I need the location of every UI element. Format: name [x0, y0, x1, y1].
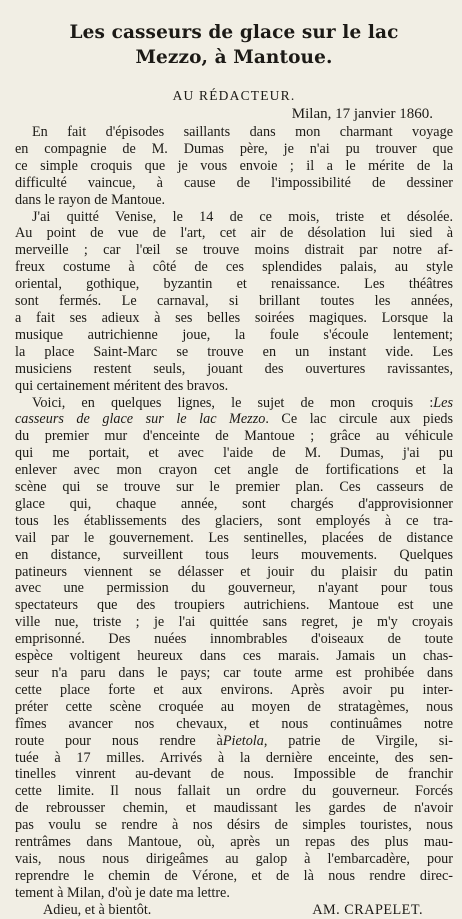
closing-line	[15, 902, 453, 919]
line-text: tement à Milan, d'où je date ma lettre.	[15, 884, 230, 901]
text-line	[15, 834, 453, 851]
line-text: qui me portait, et avec l'aide de M. Dumas, j'ai pu	[15, 445, 453, 462]
line-text: spectateurs que des troupiers autrichiens. Mantoue est une	[15, 597, 453, 614]
text-line	[15, 817, 453, 834]
text-line	[15, 597, 453, 614]
text-line	[15, 699, 453, 716]
line-text: Voici, en quelques lignes, le sujet de mon croquis :	[32, 394, 434, 411]
line-text: glace qui, chaque année, sont chargés d'approvisionner	[15, 495, 453, 512]
line-text: patineurs viennent se délasser et jouir du plaisir du patin	[15, 563, 453, 580]
text-line	[15, 124, 453, 141]
text-line	[15, 682, 453, 699]
line-text: musiciens restent seuls, jouant des ouvertures ravissantes,	[15, 360, 453, 377]
text-line	[15, 479, 453, 496]
line-text: du premier mur d'enceinte de Mantoue ; grâce au véhicule	[15, 428, 453, 445]
line-text: préter cette scène croquée au moyen de stratagèmes, nous	[15, 698, 453, 715]
line-text: dans le rayon de Mantoue.	[15, 191, 166, 208]
line-text: , patrie de Virgile, si-	[263, 732, 453, 749]
text-line	[15, 631, 453, 648]
line-text: vais, nous nous dirigeâmes au galop à l'embarcadère, pour	[15, 850, 453, 867]
text-line	[15, 259, 453, 276]
text-line	[15, 192, 453, 209]
article-title	[15, 20, 453, 70]
line-text: ce simple croquis que je vous envoie ; il a le mérite de la	[15, 157, 453, 174]
text-line	[15, 310, 453, 327]
line-text: cette limite. Il nous fallait un ordre du gouverneur. Forcés	[15, 783, 453, 800]
text-line	[15, 614, 453, 631]
text-line	[15, 293, 453, 310]
text-line	[15, 428, 453, 445]
line-text: en compagnie de M. Dumas père, je n'ai pu trouver que	[15, 140, 453, 157]
line-text: en distance, surveillent tous leurs mouvements. Quelques	[15, 546, 453, 563]
line-text: tuée à 17 milles. Arrivés à la dernière enceinte, des sen-	[15, 749, 453, 766]
line-text: cette place forte et aux environs. Après avoir pu inter-	[15, 681, 453, 698]
article-title-line-1: Les casseurs de glace sur le lac	[69, 22, 399, 43]
text-line	[15, 344, 453, 361]
text-line	[15, 462, 453, 479]
line-text: enlever avec mon crayon cet angle de fortifications et la	[15, 462, 453, 479]
text-line	[15, 580, 453, 597]
text-line	[15, 648, 453, 665]
article-body	[15, 124, 453, 902]
line-text: tinelles vinrent au-devant de nous. Impossible de franchir	[15, 766, 453, 783]
line-text: Au point de vue de l'art, cet air de désolation lui sied à	[15, 225, 453, 242]
text-line	[15, 564, 453, 581]
line-text: avec une permission du gouverneur, n'ayant pour tous	[15, 580, 453, 597]
text-line	[15, 496, 453, 513]
line-text: qui certainement méritent des bravos.	[15, 377, 229, 394]
text-line	[15, 209, 453, 226]
line-text: a fait ses adieux à ses belles soirées magiques. Lorsque la	[15, 309, 453, 326]
text-line	[15, 175, 453, 192]
text-line	[15, 665, 453, 682]
line-text: la place Saint-Marc se trouve en un instant vide. Les	[15, 343, 453, 360]
text-line	[15, 276, 453, 293]
line-text: route pour nous rendre à	[15, 732, 223, 749]
line-text: ville nue, triste ; je l'ai quittée sans regret, je m'y croyais	[15, 614, 453, 631]
text-line	[15, 327, 453, 344]
text-line	[15, 783, 453, 800]
text-line	[15, 158, 453, 175]
line-text: difficulté vaincue, à cause de l'impossibilité de dessiner	[15, 174, 453, 191]
text-line	[15, 378, 453, 395]
line-text: musique autrichienne joue, la foule s'écoule lentement;	[15, 326, 453, 343]
text-line	[15, 242, 453, 259]
text-line	[15, 851, 453, 868]
text-line	[15, 395, 453, 412]
line-text: fîmes avancer nos chevaux, et nous continuâmes notre	[15, 715, 453, 732]
line-text: rentrâmes dans Mantoue, où, après un repas des plus mau-	[15, 834, 453, 851]
line-text: En fait d'épisodes saillants dans mon charmant voyage	[32, 124, 453, 140]
line-text: scène qui se trouve sur le premier plan. Ces casseurs de	[15, 479, 453, 496]
line-text: vail par le gouvernement. Les sentinelles, placées de distance	[15, 529, 453, 546]
line-text: pas voulu se rendre à nos désirs de simples touristes, nous	[15, 817, 453, 834]
line-text: emprisonné. Des nuées innombrables d'oiseaux de toute	[15, 631, 453, 648]
text-line	[15, 750, 453, 767]
text-line	[15, 868, 453, 885]
line-text: oriental, gothique, byzantin et renaissance. Les théâtres	[15, 276, 453, 293]
text-line	[15, 766, 453, 783]
line-text: . Ce lac circule aux pieds	[265, 411, 453, 428]
article-title-line-2: Mezzo, à Mantoue.	[135, 47, 333, 68]
line-text: tous les établissements des glaciers, sont employés à ce tra-	[15, 512, 453, 529]
dateline: Milan, 17 janvier 1860.	[291, 106, 433, 122]
text-line	[15, 445, 453, 462]
line-text: espèce voltigent heureux dans ces marais. Jamais un chas-	[15, 648, 453, 665]
farewell: Adieu, et à bientôt.	[43, 901, 152, 918]
italic-text: Pietola	[222, 732, 264, 749]
line-text: merveille ; car l'œil se trouve moins distrait par notre af-	[15, 242, 453, 259]
text-line	[15, 141, 453, 158]
addressee: AU RÉDACTEUR.	[172, 88, 296, 103]
line-text: de rebrousser chemin, et maudissant les gardes de n'avoir	[15, 800, 453, 817]
line-text: sont fermés. Le carnaval, si brillant toutes les années,	[15, 293, 453, 310]
text-line	[15, 800, 453, 817]
text-line	[15, 530, 453, 547]
text-line	[15, 547, 453, 564]
text-line	[15, 225, 453, 242]
line-text: freux costume à côté de ces splendides palais, au style	[15, 259, 453, 276]
text-line	[15, 733, 453, 750]
text-line	[15, 513, 453, 530]
text-line	[15, 411, 453, 428]
line-text: J'ai quitté Venise, le 14 de ce mois, triste et désolée.	[32, 208, 453, 225]
text-line	[15, 885, 453, 902]
text-line	[15, 361, 453, 378]
italic-text: Les	[433, 394, 453, 411]
italic-text: casseurs de glace sur le lac Mezzo	[15, 411, 266, 428]
line-text: reprendre le chemin de Vérone, et de là nous rendre direc-	[15, 867, 453, 884]
signature: AM. CRAPELET.	[312, 901, 423, 918]
text-line	[15, 716, 453, 733]
line-text: seur n'a paru dans le pays; car toute arme est prohibée dans	[15, 665, 453, 681]
